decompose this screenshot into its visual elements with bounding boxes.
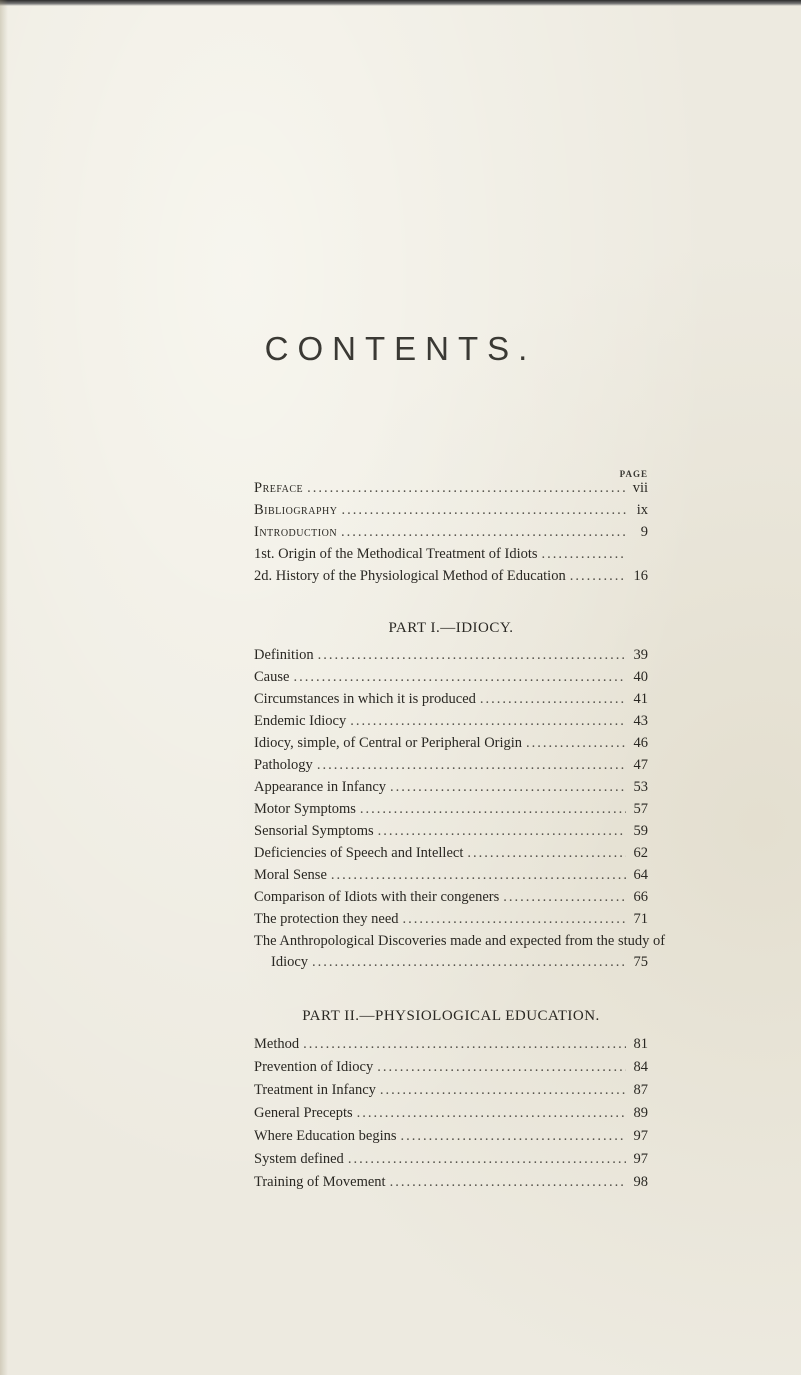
toc-entry-anthropological-line1: The Anthropological Discoveries made and expected from the study of — [254, 933, 666, 949]
toc-label: The protection they need — [254, 911, 399, 927]
scan-left-edge — [0, 0, 8, 1375]
toc-page: 97 — [633, 1128, 648, 1144]
leader-dots — [390, 777, 626, 797]
toc-page: 87 — [633, 1082, 648, 1098]
toc-page: ix — [636, 502, 648, 518]
leader-dots — [357, 1103, 626, 1123]
leader-dots — [317, 755, 626, 775]
toc-page: 47 — [633, 757, 648, 773]
toc-entry — [254, 1103, 648, 1123]
toc-page: 89 — [633, 1105, 648, 1121]
toc-label: Circumstances in which it is produced — [254, 691, 476, 707]
toc-page: vii — [632, 480, 648, 496]
leader-dots — [503, 887, 626, 907]
page-column-header: PAGE — [619, 469, 648, 479]
toc-label: Motor Symptoms — [254, 801, 356, 817]
toc-entry-bibliography — [254, 500, 648, 520]
toc-label: Pathology — [254, 757, 313, 773]
toc-page: 97 — [633, 1151, 648, 1167]
leader-dots — [467, 843, 626, 863]
toc-label: 2d. History of the Physiological Method of Education — [254, 568, 566, 584]
toc-label: 1st. Origin of the Methodical Treatment of Idiots — [254, 546, 538, 562]
leader-dots — [378, 821, 626, 841]
leader-dots — [403, 909, 626, 929]
toc-entry — [254, 799, 648, 819]
toc-entry — [254, 843, 648, 863]
toc-entry-history — [254, 566, 648, 586]
toc-entry — [254, 865, 648, 885]
toc-label: Cause — [254, 669, 290, 685]
toc-label: Sensorial Symptoms — [254, 823, 374, 839]
toc-page: 81 — [633, 1036, 648, 1052]
toc-entry-preface — [254, 478, 648, 498]
toc-page: 46 — [633, 735, 648, 751]
toc-page: 53 — [633, 779, 648, 795]
toc-label: System defined — [254, 1151, 344, 1167]
toc-entry — [254, 755, 648, 775]
toc-page: 43 — [633, 713, 648, 729]
part-one-heading: PART I.—IDIOCY. — [388, 620, 514, 636]
toc-entry — [254, 1126, 648, 1146]
toc-entry — [254, 711, 648, 731]
toc-page: 59 — [633, 823, 648, 839]
leader-dots — [380, 1080, 626, 1100]
toc-entry — [254, 821, 648, 841]
toc-entry — [254, 667, 648, 687]
toc-label: Moral Sense — [254, 867, 327, 883]
toc-page: 40 — [633, 669, 648, 685]
toc-entry — [254, 1034, 648, 1054]
toc-page: 66 — [633, 889, 648, 905]
toc-page: 84 — [633, 1059, 648, 1075]
toc-entry — [254, 887, 648, 907]
toc-entry — [254, 689, 648, 709]
toc-label: Appearance in Infancy — [254, 779, 387, 795]
toc-page: 16 — [633, 568, 648, 584]
toc-label: Method — [254, 1036, 300, 1052]
leader-dots — [377, 1057, 626, 1077]
toc-page: 62 — [633, 845, 648, 861]
leader-dots — [341, 500, 626, 520]
part-two-heading: PART II.—PHYSIOLOGICAL EDUCATION. — [302, 1008, 600, 1024]
toc-page: 41 — [633, 691, 648, 707]
toc-label: Where Education begins — [254, 1128, 397, 1144]
toc-page: 9 — [640, 524, 648, 540]
toc-page: 71 — [633, 911, 648, 927]
toc-label: Endemic Idiocy — [254, 713, 347, 729]
toc-label: Introduction — [254, 524, 338, 540]
toc-label: Definition — [254, 647, 314, 663]
toc-label: Treatment in Infancy — [254, 1082, 376, 1098]
toc-entry — [254, 909, 648, 929]
leader-dots — [293, 667, 626, 687]
leader-dots — [570, 566, 626, 586]
toc-entry — [254, 777, 648, 797]
leader-dots — [401, 1126, 626, 1146]
leader-dots — [318, 645, 626, 665]
toc-label: Idiocy — [271, 954, 309, 970]
leader-dots — [348, 1149, 626, 1169]
toc-entry — [254, 1057, 648, 1077]
leader-dots — [360, 799, 626, 819]
toc-entry — [254, 733, 648, 753]
toc-label: Deficiencies of Speech and Intellect — [254, 845, 464, 861]
leader-dots — [307, 478, 626, 498]
leader-dots — [303, 1034, 626, 1054]
toc-entry — [254, 1149, 648, 1169]
toc-entry — [254, 1172, 648, 1192]
leader-dots — [542, 544, 626, 564]
toc-label: Idiocy, simple, of Central or Peripheral Origin — [254, 735, 523, 751]
toc-page: 39 — [633, 647, 648, 663]
toc-label: Prevention of Idiocy — [254, 1059, 374, 1075]
toc-page: 75 — [633, 954, 648, 970]
toc-page: 98 — [633, 1174, 648, 1190]
toc-label: Bibliography — [254, 502, 338, 518]
leader-dots — [341, 522, 626, 542]
toc-label: Comparison of Idiots with their congeners — [254, 889, 500, 905]
toc-entry-anthropological-line2 — [271, 952, 648, 972]
toc-entry-origin — [254, 544, 648, 564]
leader-dots — [331, 865, 626, 885]
leader-dots — [350, 711, 626, 731]
toc-entry — [254, 1080, 648, 1100]
toc-label: General Precepts — [254, 1105, 353, 1121]
toc-label: Preface — [254, 480, 304, 496]
leader-dots — [312, 952, 626, 972]
leader-dots — [526, 733, 626, 753]
leader-dots — [390, 1172, 626, 1192]
toc-entry-introduction — [254, 522, 648, 542]
toc-label: Training of Movement — [254, 1174, 386, 1190]
leader-dots — [480, 689, 626, 709]
toc-page: 57 — [633, 801, 648, 817]
toc-page: 64 — [633, 867, 648, 883]
toc-entry — [254, 645, 648, 665]
page-title: CONTENTS. — [264, 330, 537, 367]
scan-top-edge — [0, 0, 801, 6]
